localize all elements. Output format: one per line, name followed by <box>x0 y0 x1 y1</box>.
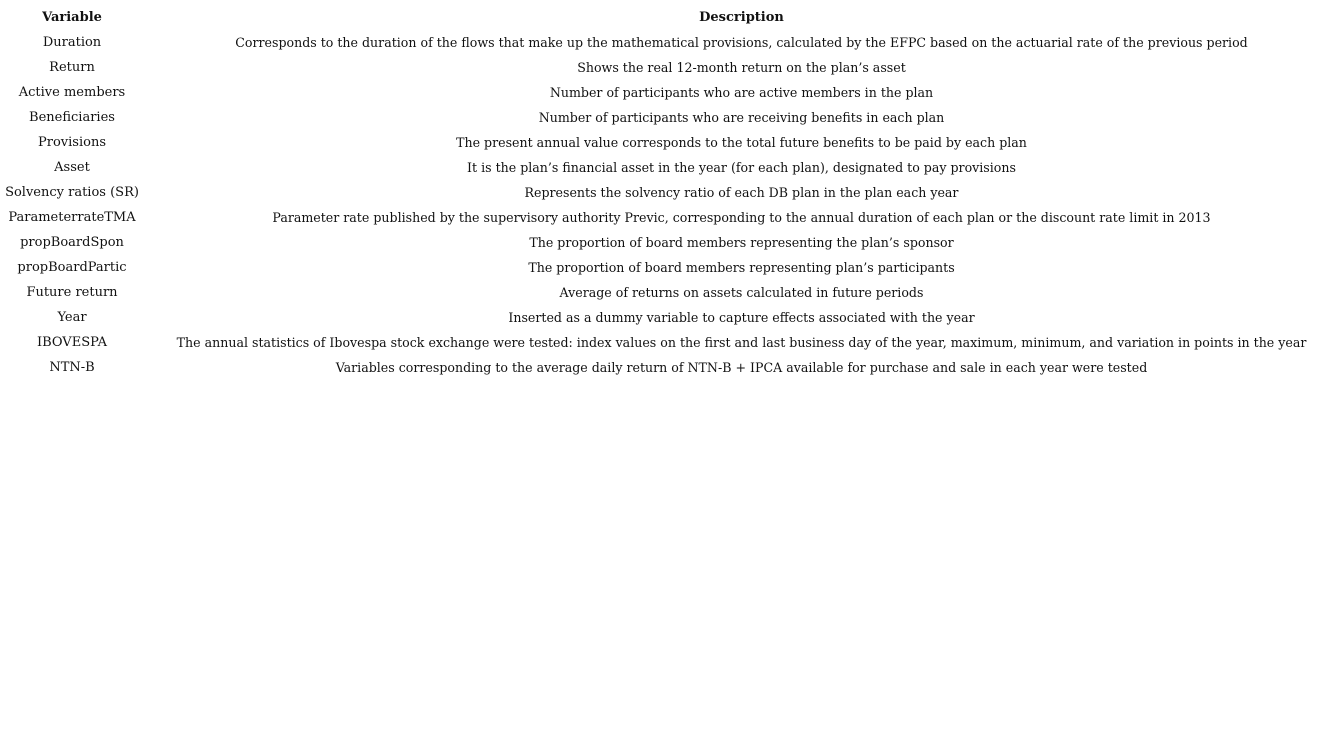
variables-table <box>2 5 1341 380</box>
header-row <box>2 5 1341 30</box>
table-row <box>2 55 1341 80</box>
cell-description: Number of participants who are receiving benefits in each plan <box>538 110 945 125</box>
cell-variable: Year <box>57 310 87 325</box>
header-description: Description <box>699 10 784 25</box>
cell-description: It is the plan’s financial asset in the year (for each plan), designated to pay provisions <box>467 160 1016 175</box>
cell-description: The proportion of board members representing the plan’s sponsor <box>529 235 954 250</box>
table-row <box>2 180 1341 205</box>
table-row <box>2 80 1341 105</box>
header-variable: Variable <box>42 10 102 25</box>
table-row <box>2 205 1341 230</box>
cell-description: Parameter rate published by the supervisory authority Previc, corresponding to the annual duration of each plan or the discount rate limit in 2013 <box>272 210 1211 225</box>
cell-variable: Beneficiaries <box>29 110 115 125</box>
cell-variable: propBoardSpon <box>20 235 124 250</box>
cell-variable: ParameterrateTMA <box>8 210 136 225</box>
table-header <box>2 5 1341 30</box>
cell-description: Variables corresponding to the average daily return of NTN-B + IPCA available for purchase and sale in each year were tested <box>335 360 1148 375</box>
cell-variable: Solvency ratios (SR) <box>5 185 139 200</box>
cell-description: Inserted as a dummy variable to capture effects associated with the year <box>508 310 975 325</box>
cell-variable: Provisions <box>38 135 106 150</box>
table-row <box>2 155 1341 180</box>
cell-description: Number of participants who are active members in the plan <box>549 85 934 100</box>
cell-variable: Active members <box>18 85 126 100</box>
table-row <box>2 30 1341 55</box>
cell-variable: Asset <box>54 160 90 175</box>
cell-variable: IBOVESPA <box>36 335 108 350</box>
table-row <box>2 280 1341 305</box>
cell-description: Corresponds to the duration of the flows that make up the mathematical provisions, calculated by the EFPC based on the actuarial rate of the previous period <box>235 35 1248 50</box>
cell-variable: Duration <box>42 35 102 50</box>
cell-variable: propBoardPartic <box>17 260 127 275</box>
cell-description: The annual statistics of Ibovespa stock exchange were tested: index values on the first and last business day of the year, maximum, minimum, and variation in points in the year <box>176 335 1307 350</box>
table-row <box>2 355 1341 380</box>
cell-description: The proportion of board members representing plan’s participants <box>528 260 955 275</box>
table-row <box>2 330 1341 355</box>
table-row <box>2 105 1341 130</box>
cell-description: The present annual value corresponds to the total future benefits to be paid by each plan <box>456 135 1027 150</box>
cell-variable: Return <box>49 60 95 75</box>
table-row <box>2 305 1341 330</box>
variables-table-container <box>2 5 1341 380</box>
table-body <box>2 30 1341 380</box>
cell-description: Shows the real 12-month return on the plan’s asset <box>577 60 906 75</box>
table-row <box>2 255 1341 280</box>
cell-variable: NTN-B <box>49 360 95 375</box>
cell-variable: Future return <box>26 285 118 300</box>
table-row <box>2 130 1341 155</box>
cell-description: Average of returns on assets calculated in future periods <box>559 285 924 300</box>
cell-description: Represents the solvency ratio of each DB plan in the plan each year <box>524 185 959 200</box>
table-row <box>2 230 1341 255</box>
